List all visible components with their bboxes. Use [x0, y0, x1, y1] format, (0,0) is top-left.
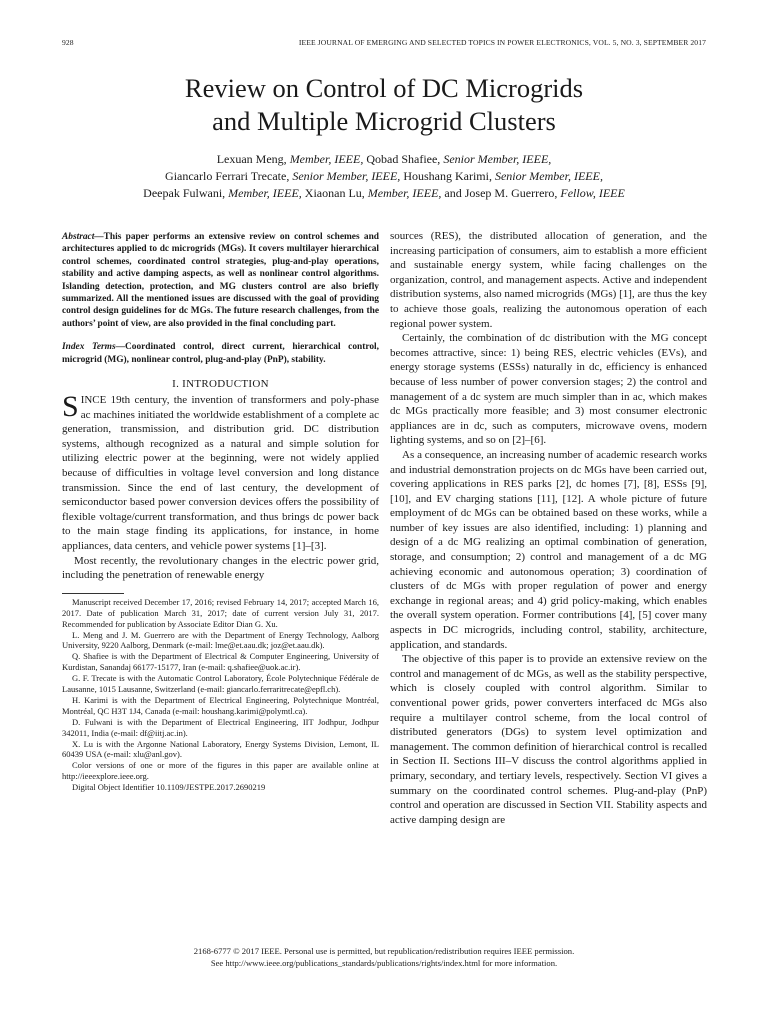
author-name: Deepak Fulwani, — [143, 186, 226, 200]
abstract-label: Abstract— — [62, 232, 104, 242]
footnote: Q. Shafiee is with the Department of Electrical & Computer Engineering, University of Kurdistan, Sanandaj 66177-15177, Iran (e-mail: q.shafiee@uok.ac.ir). — [62, 651, 379, 673]
section-heading: I. INTRODUCTION — [172, 378, 269, 391]
author-role: Senior Member, IEEE, — [494, 169, 603, 183]
footnote: H. Karimi is with the Department of Electrical Engineering, Polytechnique Montréal, Montréal, QC H3T 1J4, Canada (e-mail: houshang.karimi@polymtl.ca). — [62, 694, 379, 716]
author-role: Senior Member, IEEE, — [292, 169, 401, 183]
footnote: Color versions of one or more of the figures in this paper are available online at http://ieeexplore.ieee.org. — [62, 760, 379, 782]
author-name: Lexuan Meng, — [216, 152, 287, 166]
paper-title — [0, 72, 768, 138]
paragraph: As a consequence, an increasing number of academic research works and industrial demonstration projects on dc MGs have been carried out, covering applications in RES parks [2], dc homes [7], [8], ESSs [9], [10], and EV charging stations [11], [12]. A whole picture of future employment of dc MGs can be obtained based on these works, while a number of key issues are also identified, including: 1) planning and design of a dc MG realizing an optimal combination of generation, storage, and consumption; 2) control and management of a dc MG achieving economic and autonomous operation; 3) coordination of clusters of dc MGs with proper regulation of power and energy exchange in regional areas; and 4) grid policy-making, which enables the overall system operation. Former contributions [4], [5] cover many aspects in DC microgrids, including control, stability, architecture, application, and standards. — [390, 448, 707, 651]
author-role: Member, IEEE, — [367, 186, 442, 200]
author-name: Houshang Karimi, — [403, 169, 492, 183]
paragraph: sources (RES), the distributed allocation of generation, and the increasing participation of consumers, aim to establish a more efficient and sustainable energy system, while facing challenges on the organization, control, and management aspects. Active and independent distribution systems, also named microgrids (MGs) [1], are thus the key to achieve those goals, realizing the autonomous operation of each regional power system. — [390, 230, 707, 330]
author-role: Member, IEEE, — [228, 186, 302, 200]
author-role: Senior Member, IEEE, — [443, 152, 552, 166]
paragraph: Most recently, the revolutionary changes in the electric power grid, including the penetration of renewable energy — [62, 554, 379, 582]
footnotes — [62, 597, 379, 793]
title-line-1: Review on Control of DC Microgrids — [184, 73, 584, 103]
title-line-2: and Multiple Microgrid Clusters — [212, 106, 556, 136]
running-head — [62, 38, 706, 50]
footnote-rule — [62, 593, 124, 594]
page-number: 928 — [62, 38, 74, 47]
author-name: Qobad Shafiee, — [366, 152, 441, 166]
footnote: Manuscript received December 17, 2016; revised February 14, 2017; accepted March 16, 2017. Date of publication March 31, 2017; date of current version July 31, 2017. Recommended for publication by Associate Editor Dian G. Xu. — [62, 596, 379, 629]
copyright-notice — [0, 946, 768, 969]
left-column — [62, 231, 379, 793]
author-name: Giancarlo Ferrari Trecate, — [165, 169, 290, 183]
author-line-2 — [0, 168, 768, 185]
footnote: X. Lu is with the Argonne National Laboratory, Energy Systems Division, Lemont, IL 60439 USA (e-mail: xlu@anl.gov). — [62, 738, 379, 760]
abstract-text: This paper performs an extensive review on control schemes and architectures applied to dc microgrids (MGs). It covers multilayer hierarchical control schemes, coordinated control strategies, plug-and-play operations, stability and active damping aspects, as well as nonlinear control algorithms. Islanding detection, protection, and MG clusters control are also briefly summarized. All the mentioned issues are discussed with the goal of providing control design guidelines for dc MGs. The future research challenges, from the authors’ point of view, are also provided in the final concluding part. — [62, 232, 379, 329]
author-list — [0, 151, 768, 202]
journal-header: IEEE JOURNAL OF EMERGING AND SELECTED TOPICS IN POWER ELECTRONICS, VOL. 5, NO. 3, SEPTEMBER 2017 — [298, 38, 706, 47]
paragraph: Certainly, the combination of dc distribution with the MG concept becomes attractive, since: 1) being RES, electric vehicles (EVs), and energy storage systems (ESSs) naturally in dc, efficiency is enhanced because of less number of power conversion stages; 2) the control and management of a dc system are much simpler than in ac, which makes dc MGs practically more feasible; and 3) most consumer electronic appliances are in dc, such as computers, microwave ovens, modern lighting systems, and so on [2]–[6]. — [390, 332, 707, 447]
permissions-line: See http://www.ieee.org/publications_standards/publications/rights/index.html for more information. — [210, 957, 558, 968]
footnote: L. Meng and J. M. Guerrero are with the Department of Energy Technology, Aalborg University, 9220 Aalborg, Denmark (e-mail: lme@et.aau.dk; joz@et.aau.dk). — [62, 629, 379, 651]
drop-cap: S — [62, 390, 79, 424]
author-name: and Josep M. Guerrero, — [444, 186, 558, 200]
right-column — [390, 229, 707, 827]
copyright-line: 2168-6777 © 2017 IEEE. Personal use is permitted, but republication/redistribution requires IEEE permission. — [193, 946, 575, 956]
index-terms — [62, 341, 379, 366]
author-role: Fellow, IEEE — [560, 186, 625, 200]
footnote-doi: Digital Object Identifier 10.1109/JESTPE.2017.2690219 — [72, 782, 266, 793]
index-terms-label: Index Terms— — [62, 342, 125, 353]
footnote: D. Fulwani is with the Department of Electrical Engineering, IIT Jodhpur, Jodhpur 342011, India (e-mail: df@iitj.ac.in). — [62, 716, 379, 738]
introduction-body — [62, 390, 379, 583]
index-terms-text: Coordinated control, direct current, hierarchical control, microgrid (MG), nonlinear control, plug-and-play (PnP), stability. — [62, 342, 379, 365]
author-line-1 — [0, 151, 768, 168]
paragraph: The objective of this paper is to provide an extensive review on the control and management of dc MGs, as well as the stability perspective, which is closely coupled with control algorithm. Similar to conventional power grids, power converters interfaced dc MGs also require a multilayer control scheme, from the local control of distributed generators (DGs) to system level optimization and management. The common definition of hierarchical control is recalled in Section II. Sections III–V discuss the control algorithms applied in primary, secondary, and tertiary levels, respectively. Section VI gives a summary on the coordinated control schemes. Plug-and-play (PnP) control and operation are discussed in Section VII. Stability aspects and active damping design are — [390, 653, 707, 826]
author-role: Member, IEEE, — [289, 152, 364, 166]
author-name: Xiaonan Lu, — [304, 186, 365, 200]
paragraph: SINCE 19th century, the invention of transformers and poly-phase ac machines initiated the worldwide establishment of a complete ac generation, transmission, and distribution grid. DC distribution systems, although recognized as a natural and simple solution for utilizing electric power at the beginning, were not widely applied because of difficulties in voltage level conversion and long distance transmission. Since the end of last century, the development of semiconductor based power conversion devices offers the possibility of flexible voltage/current transformation, and thus brings dc power back to the main stage finding its applications, for instance, in home appliances, data centers, and vehicle power systems [1]–[3]. — [62, 390, 379, 552]
footnote: G. F. Trecate is with the Automatic Control Laboratory, École Polytechnique Fédérale de Lausanne, 1015 Lausanne, Switzerland (e-mail: giancarlo.ferraritrecate@epfl.ch). — [62, 673, 379, 695]
abstract — [62, 231, 379, 330]
author-line-3 — [0, 185, 768, 202]
